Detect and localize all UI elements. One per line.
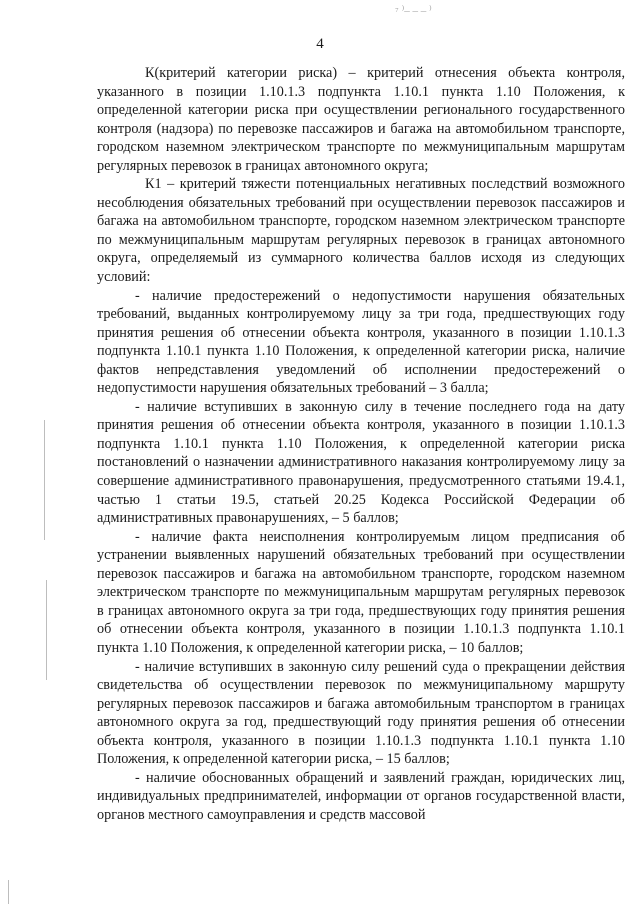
document-body bbox=[97, 64, 625, 824]
list-item-penalties: - наличие вступивших в законную силу в течение последнего года на дату принятия решения об отнесении объекта контроля, указанного в позиции 1.10.1.3 подпункта 1.10.1 пункта 1.10 Положения, к определенной категории риска постановлений о назначении административного наказания контролируемому лицу за совершение административного правонарушения, предусмотренного статьями 19.4.1, частью 1 статьи 19.5, статьей 20.25 Кодекса Российской Федерации об административных правонарушениях, – 5 баллов; bbox=[97, 398, 625, 527]
paragraph-k1-definition: К1 – критерий тяжести потенциальных негативных последствий возможного несоблюдения обязательных требований при осуществлении перевозок пассажиров и багажа на автомобильном транспорте, городском наземном электрическом транспорте по межмуниципальным маршрутам регулярных перевозок в границах автономного округа, определяемый из суммарного количества баллов исходя из следующих условий: bbox=[97, 176, 625, 286]
scan-edge-mark-bottom bbox=[8, 880, 9, 904]
paragraph-k-definition: К(критерий категории риска) – критерий отнесения объекта контроля, указанного в позиции 1.10.1.3 подпункта 1.10.1 пункта 1.10 Положения, к определенной категории риска при осуществлении регионального государственного контроля (надзора) по перевозке пассажиров и багажа на автомобильном транспорте, городском наземном электрическом транспорте по межмуниципальным маршрутам регулярных перевозок в границах автономного округа; bbox=[97, 65, 625, 174]
scan-edge-mark-left-upper bbox=[44, 420, 45, 540]
list-item-complaints: - наличие обоснованных обращений и заявлений граждан, юридических лиц, индивидуальных предпринимателей, информации от органов государственной власти, органов местного самоуправления и средств массовой bbox=[97, 769, 625, 823]
page-number: 4 bbox=[316, 36, 324, 52]
top-scan-mark: ₇ ₎_ _ _ ₎ bbox=[395, 1, 432, 13]
list-item-warnings: - наличие предостережений о недопустимости нарушения обязательных требований, выданных контролируемому лицу за три года, предшествующих году принятия решения об отнесении объекта контроля, указанного в позиции 1.10.1.3 подпункта 1.10.1 пункта 1.10 Положения, к определенной категории риска, наличие фактов непредставления уведомлений об исполнении предостережений о недопустимости нарушения обязательных требований – 3 балла; bbox=[97, 287, 625, 397]
scan-edge-mark-left-lower bbox=[46, 580, 47, 680]
list-item-unfulfilled-order: - наличие факта неисполнения контролируемым лицом предписания об устранении выявленных нарушений обязательных требований при осуществлении перевозок пассажиров и багажа на автомобильном транспорте, городском наземном электрическом транспорте по межмуниципальным маршрутам регулярных перевозок в границах автономного округа за три года, предшествующих году принятия решения об отнесении объекта контроля, указанного в позиции 1.10.1.3 подпункта 1.10.1 пункта 1.10 Положения, к определенной категории риска, – 10 баллов; bbox=[97, 528, 625, 656]
list-item-court-decisions: - наличие вступивших в законную силу решений суда о прекращении действия свидетельства об осуществлении перевозок по межмуниципальному маршруту регулярных перевозок пассажиров и багажа автомобильным транспортом в границах автономного округа за год, предшествующий году принятия решения об отнесении объекта контроля, указанного в позиции 1.10.1.3 подпункта 1.10.1 пункта 1.10 Положения, к определенной категории риска, – 15 баллов; bbox=[97, 658, 625, 768]
